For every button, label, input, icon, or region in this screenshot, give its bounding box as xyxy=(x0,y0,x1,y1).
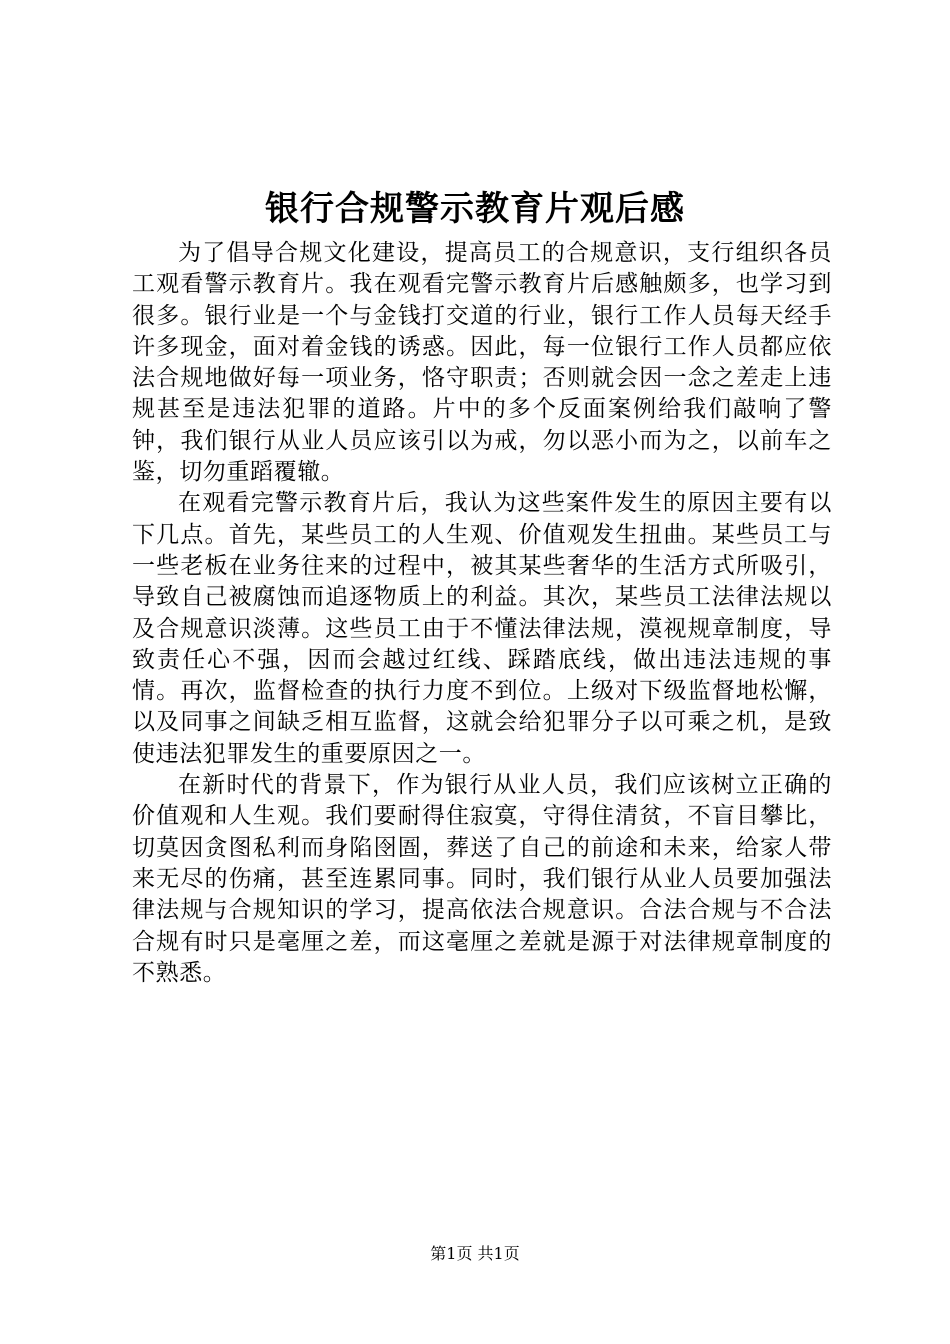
document-body xyxy=(132,238,832,989)
page-footer: 第1页 共1页 xyxy=(430,1244,520,1263)
paragraph-2: 在观看完警示教育片后，我认为这些案件发生的原因主要有以下几点。首先，某些员工的人生观、价值观发生扭曲。某些员工与一些老板在业务往来的过程中，被其某些奢华的生活方式所吸引，导致自己被腐蚀而追逐物质上的利益。其次，某些员工法律法规以及合规意识淡薄。这些员工由于不懂法律法规，漠视规章制度，导致责任心不强，因而会越过红线、踩踏底线，做出违法违规的事情。再次，监督检查的执行力度不到位。上级对下级监督地松懈，以及同事之间缺乏相互监督，这就会给犯罪分子以可乘之机，是致使违法犯罪发生的重要原因之一。 xyxy=(132,490,832,767)
paragraph-1: 为了倡导合规文化建设，提高员工的合规意识，支行组织各员工观看警示教育片。我在观看完警示教育片后感触颇多，也学习到很多。银行业是一个与金钱打交道的行业，银行工作人员每天经手许多现金，面对着金钱的诱惑。因此，每一位银行工作人员都应依法合规地做好每一项业务，恪守职责；否则就会因一念之差走上违规甚至是违法犯罪的道路。片中的多个反面案例给我们敲响了警钟，我们银行从业人员应该引以为戒，勿以恶小而为之，以前车之鉴，切勿重蹈覆辙。 xyxy=(132,240,832,486)
paragraph-3: 在新时代的背景下，作为银行从业人员，我们应该树立正确的价值观和人生观。我们要耐得住寂寞，守得住清贫，不盲目攀比，切莫因贪图私利而身陷囹圄，葬送了自己的前途和未来，给家人带来无尽的伤痛，甚至连累同事。同时，我们银行从业人员要加强法律法规与合规知识的学习，提高依法合规意识。合法合规与不合法合规有时只是毫厘之差，而这毫厘之差就是源于对法律规章制度的不熟悉。 xyxy=(132,772,832,986)
document-title: 银行合规警示教育片观后感 xyxy=(265,189,685,229)
